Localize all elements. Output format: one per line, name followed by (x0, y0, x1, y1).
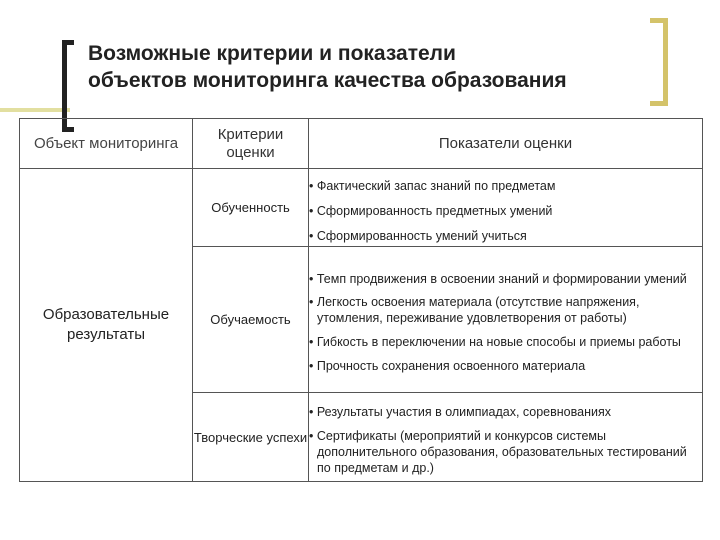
title-line-1: Возможные критерии и показатели (88, 42, 456, 65)
criterion-cell: Обученность (193, 169, 309, 247)
header-object: Объект мониторинга (20, 119, 193, 169)
header-criteria: Критерии оценки (193, 119, 309, 169)
indicator-item: • Прочность сохранения освоенного материала (309, 358, 702, 374)
indicators-cell (309, 393, 703, 482)
decorative-line (0, 108, 70, 112)
table-row (20, 169, 703, 247)
indicator-item: • Легкость освоения материала (отсутствие напряжения, утомления, переживание удовлетворения от работы) (309, 294, 702, 326)
indicator-item: • Сертификаты (мероприятий и конкурсов системы дополнительного образования, образовательных тестирований по предметам и др.) (309, 428, 702, 476)
indicator-item: • Фактический запас знаний по предметам (309, 178, 702, 194)
indicator-item: • Гибкость в переключении на новые способы и приемы работы (309, 334, 702, 350)
indicators-cell (309, 169, 703, 247)
header-indicators: Показатели оценки (309, 119, 703, 169)
object-cell: Образовательные результаты (20, 169, 193, 482)
indicator-item: • Результаты участия в олимпиадах, соревнованиях (309, 404, 702, 420)
table-header-row (20, 119, 703, 169)
indicator-item: • Темп продвижения в освоении знаний и формировании умений (309, 271, 702, 287)
indicators-cell (309, 247, 703, 393)
indicator-item: • Сформированность предметных умений (309, 203, 702, 219)
criterion-cell: Обучаемость (193, 247, 309, 393)
page-title (88, 40, 658, 94)
title-line-2: объектов мониторинга качества образования (88, 69, 567, 92)
criteria-table (19, 118, 703, 482)
indicator-item: • Сформированность умений учиться (309, 228, 702, 244)
criterion-cell: Творческие успехи (193, 393, 309, 482)
